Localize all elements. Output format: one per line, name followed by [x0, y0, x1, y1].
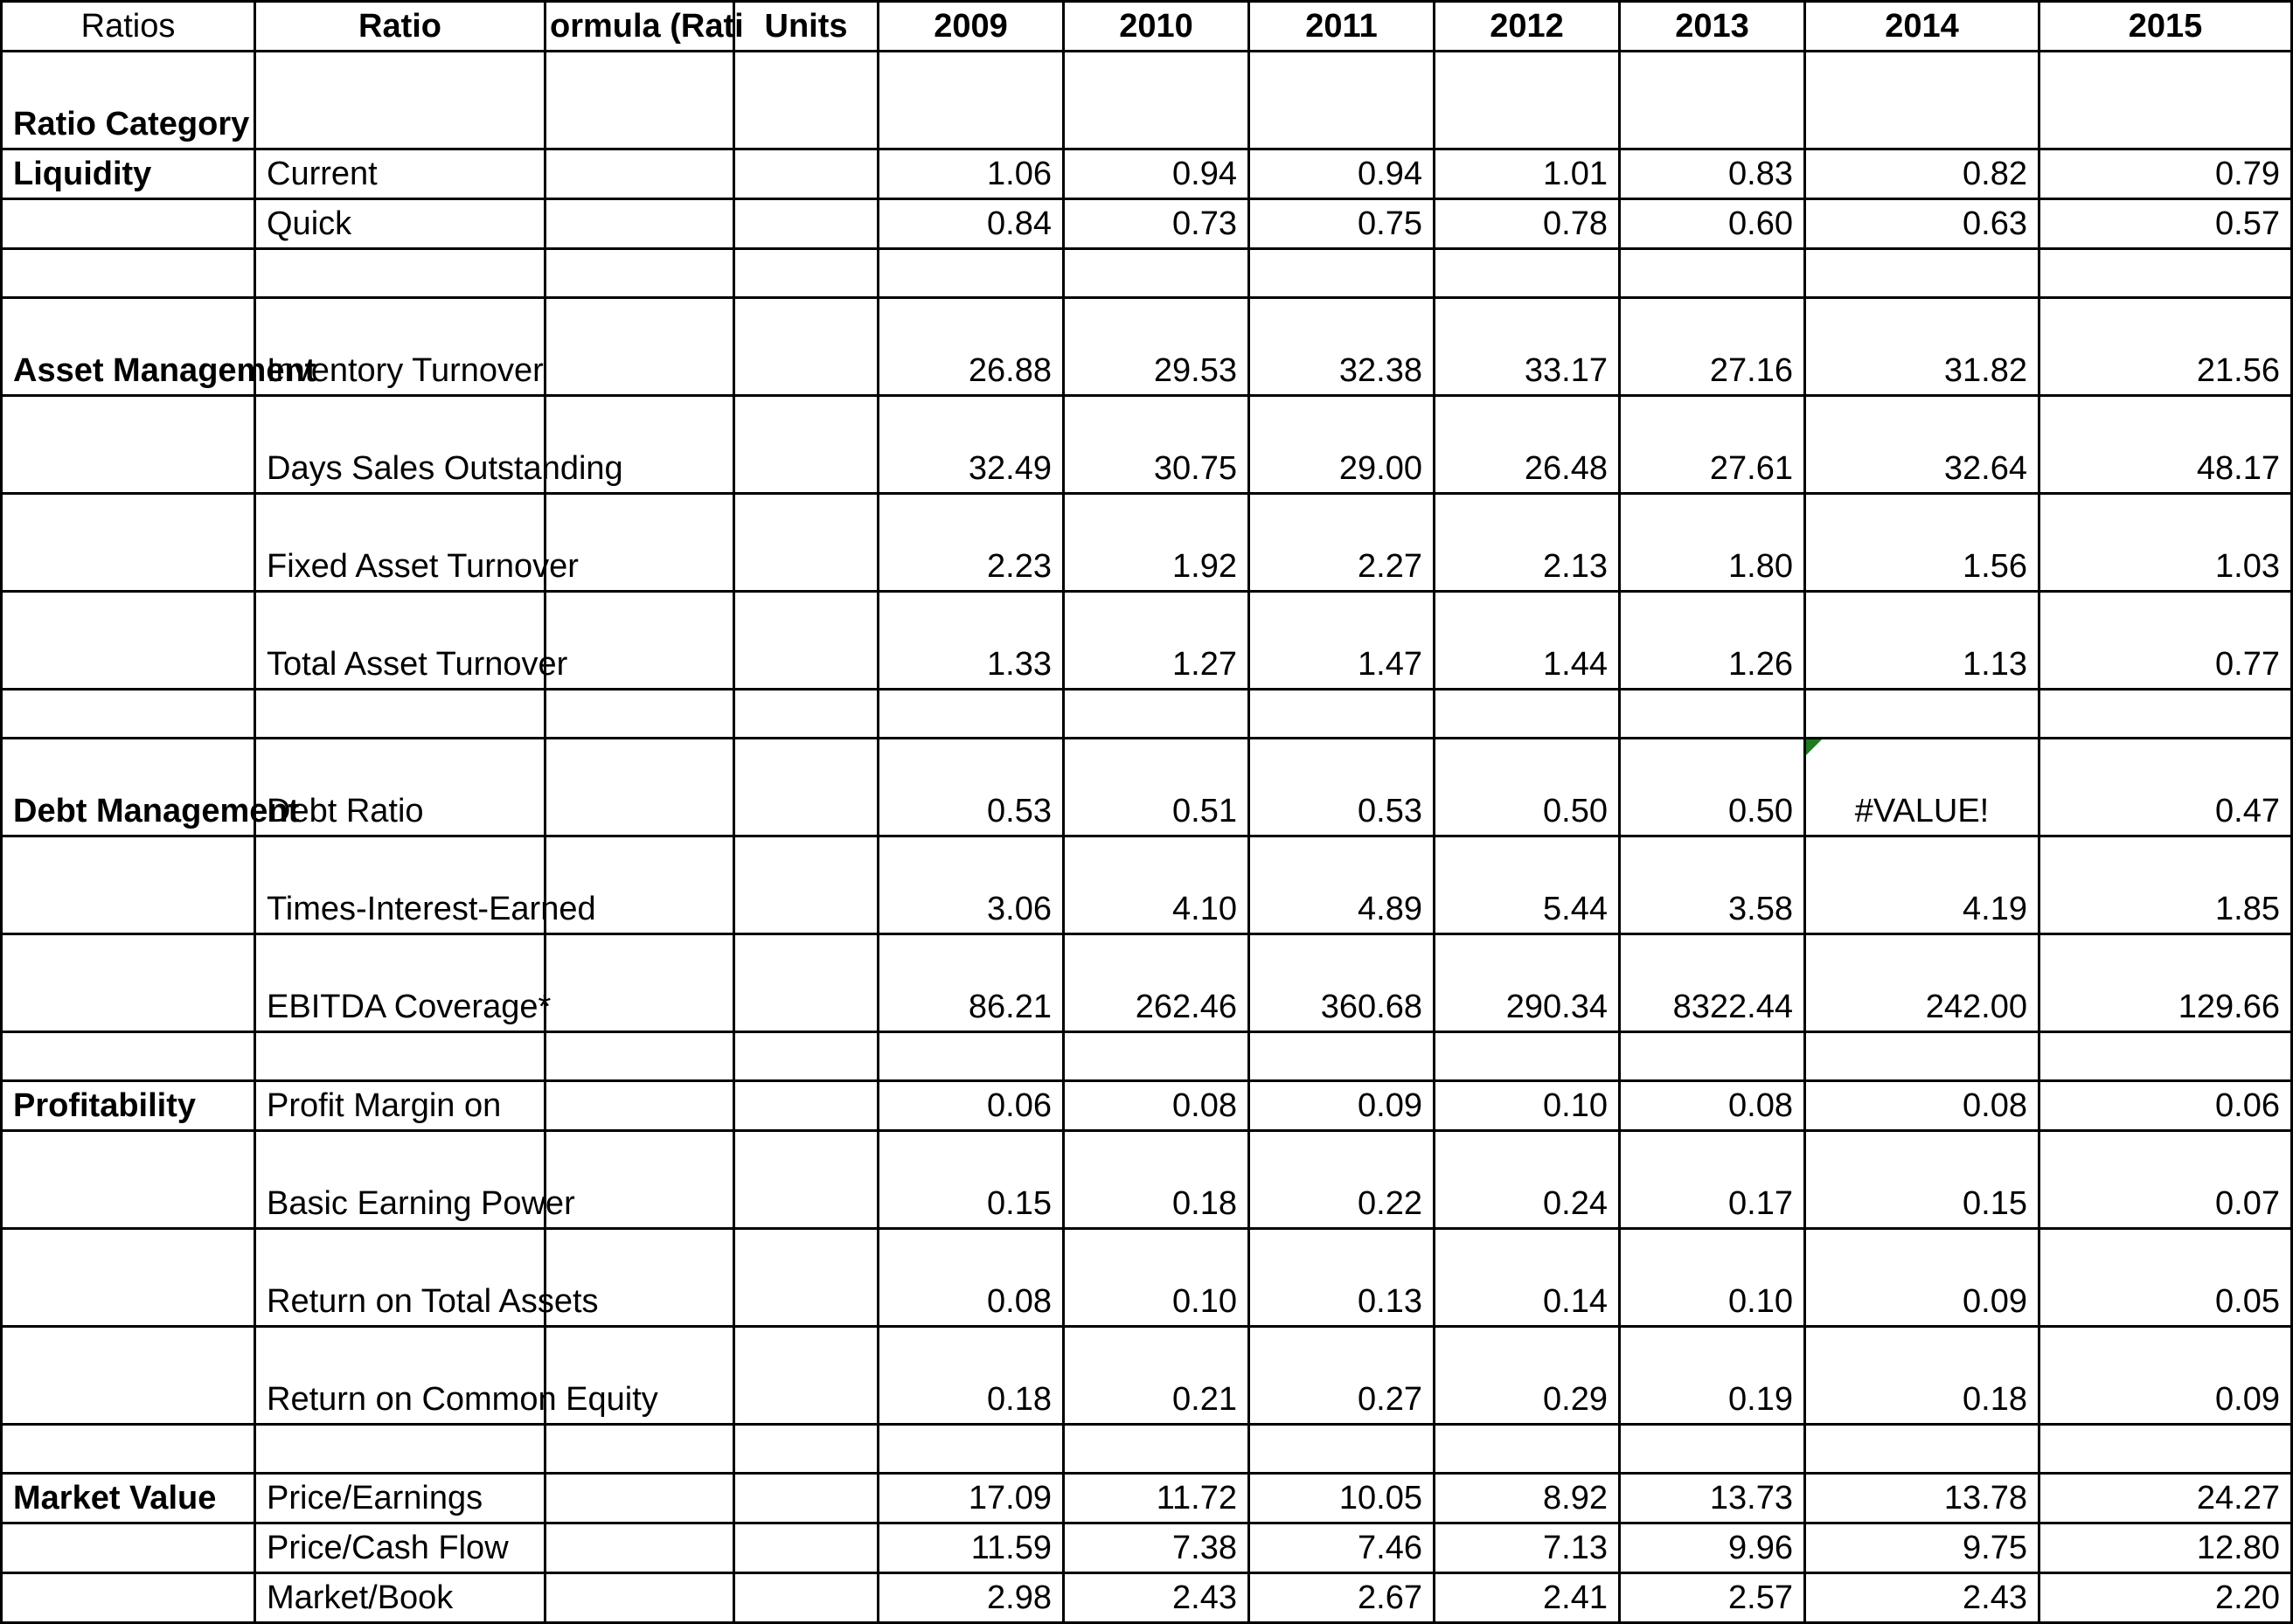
value-cell[interactable]: 26.88	[879, 298, 1064, 396]
value-cell[interactable]: 2.20	[2039, 1573, 2292, 1623]
header-cell-formula[interactable]	[545, 2, 744, 52]
formula-cell[interactable]	[545, 199, 734, 249]
value-cell[interactable]: 9.75	[1805, 1523, 2039, 1573]
ratio-category-cell[interactable]	[2, 396, 255, 494]
value-cell[interactable]: 0.08	[1064, 1081, 1249, 1131]
value-cell[interactable]: 0.09	[1249, 1081, 1435, 1131]
ratio-name-cell[interactable]: Current	[255, 149, 545, 199]
formula-cell[interactable]	[545, 690, 734, 739]
value-cell[interactable]: 0.22	[1249, 1131, 1435, 1229]
empty-cell[interactable]	[1435, 52, 1620, 149]
value-cell[interactable]: 0.15	[879, 1131, 1064, 1229]
value-cell[interactable]: 2.98	[879, 1573, 1064, 1623]
table-row	[2, 1573, 2292, 1623]
table-row	[2, 1131, 2292, 1229]
value-cell[interactable]: 0.75	[1249, 199, 1435, 249]
empty-cell[interactable]	[1620, 52, 1805, 149]
value-cell[interactable]: 12.80	[2039, 1523, 2292, 1573]
value-cell[interactable]: 7.38	[1064, 1523, 1249, 1573]
value-cell[interactable]	[1805, 1032, 2039, 1081]
value-cell[interactable]: 0.53	[879, 739, 1064, 836]
ratio-name-cell[interactable]: EBITDA Coverage*	[255, 934, 545, 1032]
value-cell[interactable]: 0.19	[1620, 1327, 1805, 1425]
value-cell[interactable]: 27.16	[1620, 298, 1805, 396]
ratio-category-cell[interactable]	[2, 1032, 255, 1081]
ratio-name-cell[interactable]: Days Sales Outstanding	[255, 396, 545, 494]
units-cell[interactable]	[734, 1131, 879, 1229]
value-cell[interactable]: 1.85	[2039, 836, 2292, 934]
value-cell[interactable]: 32.64	[1805, 396, 2039, 494]
header-cell-year[interactable]: 2013	[1620, 2, 1805, 52]
units-cell[interactable]	[734, 1474, 879, 1523]
value-cell[interactable]: 2.57	[1620, 1573, 1805, 1623]
empty-cell[interactable]	[1805, 52, 2039, 149]
ratio-category-cell[interactable]	[2, 592, 255, 690]
value-cell[interactable]: 26.48	[1435, 396, 1620, 494]
formula-cell[interactable]	[545, 1081, 734, 1131]
value-cell[interactable]: 0.79	[2039, 149, 2292, 199]
header-cell-year[interactable]: 2010	[1064, 2, 1249, 52]
value-cell[interactable]	[1064, 690, 1249, 739]
ratio-category-cell[interactable]	[2, 1425, 255, 1474]
ratio-category-cell[interactable]: Asset Management	[2, 298, 255, 396]
units-cell[interactable]	[734, 1573, 879, 1623]
formula-cell[interactable]	[545, 1425, 734, 1474]
value-cell[interactable]: 4.19	[1805, 836, 2039, 934]
header-cell-year[interactable]: 2015	[2039, 2, 2292, 52]
value-cell[interactable]: 3.58	[1620, 836, 1805, 934]
units-cell[interactable]	[734, 592, 879, 690]
ratio-category-cell[interactable]: Profitability	[2, 1081, 255, 1131]
value-cell[interactable]	[1620, 1032, 1805, 1081]
units-cell[interactable]	[734, 1523, 879, 1573]
value-cell[interactable]: 0.57	[2039, 199, 2292, 249]
value-cell[interactable]	[879, 690, 1064, 739]
value-cell[interactable]	[879, 249, 1064, 298]
ratio-name-cell[interactable]: Inventory Turnover	[255, 298, 545, 396]
empty-cell[interactable]	[545, 52, 734, 149]
value-cell[interactable]: 0.10	[1620, 1229, 1805, 1327]
value-cell[interactable]: 2.23	[879, 494, 1064, 592]
value-cell[interactable]: 1.92	[1064, 494, 1249, 592]
ratio-name-cell[interactable]: Debt Ratio	[255, 739, 545, 836]
units-cell[interactable]	[734, 199, 879, 249]
value-cell[interactable]: 0.73	[1064, 199, 1249, 249]
value-cell[interactable]: 0.15	[1805, 1131, 2039, 1229]
value-cell[interactable]: 0.05	[2039, 1229, 2292, 1327]
empty-cell[interactable]	[1064, 52, 1249, 149]
value-cell[interactable]	[1620, 690, 1805, 739]
value-cell[interactable]: 262.46	[1064, 934, 1249, 1032]
value-cell[interactable]: 8.92	[1435, 1474, 1620, 1523]
formula-cell[interactable]	[545, 739, 734, 836]
value-cell[interactable]: 5.44	[1435, 836, 1620, 934]
value-cell[interactable]: 13.78	[1805, 1474, 2039, 1523]
ratio-category-cell[interactable]	[2, 1131, 255, 1229]
value-cell[interactable]	[879, 1425, 1064, 1474]
table-row	[2, 1425, 2292, 1474]
value-cell[interactable]	[1435, 690, 1620, 739]
value-cell[interactable]: 1.27	[1064, 592, 1249, 690]
header-cell-ratios[interactable]: Ratios	[2, 2, 255, 52]
formula-cell[interactable]	[545, 1573, 734, 1623]
table-row	[2, 739, 2292, 836]
value-cell[interactable]: 0.08	[1620, 1081, 1805, 1131]
ratio-category-cell[interactable]	[2, 1327, 255, 1425]
value-cell[interactable]: 0.51	[1064, 739, 1249, 836]
ratios-body	[2, 149, 2292, 1623]
table-row	[2, 836, 2292, 934]
ratio-name-cell[interactable]: Return on Total Assets	[255, 1229, 545, 1327]
table-row	[2, 1081, 2292, 1131]
table-row	[2, 592, 2292, 690]
value-cell[interactable]: 0.94	[1249, 149, 1435, 199]
ratio-name-cell[interactable]: Profit Margin on	[255, 1081, 545, 1131]
value-cell[interactable]: 1.01	[1435, 149, 1620, 199]
value-cell[interactable]: 0.29	[1435, 1327, 1620, 1425]
header-cell-units[interactable]: Units	[734, 2, 879, 52]
value-cell[interactable]	[879, 1032, 1064, 1081]
value-cell[interactable]	[2039, 690, 2292, 739]
value-cell[interactable]: 0.82	[1805, 149, 2039, 199]
header-cell-year[interactable]: 2009	[879, 2, 1064, 52]
value-cell[interactable]	[1435, 1032, 1620, 1081]
table-row	[2, 1229, 2292, 1327]
value-cell[interactable]: 0.10	[1064, 1229, 1249, 1327]
value-cell[interactable]: 0.50	[1435, 739, 1620, 836]
units-cell[interactable]	[734, 396, 879, 494]
value-cell[interactable]: 0.08	[1805, 1081, 2039, 1131]
ratio-category-cell[interactable]	[2, 199, 255, 249]
value-cell[interactable]: 0.50	[1620, 739, 1805, 836]
formula-cell[interactable]	[545, 934, 734, 1032]
value-cell[interactable]: 2.13	[1435, 494, 1620, 592]
units-cell[interactable]	[734, 1425, 879, 1474]
formula-cell[interactable]	[545, 1474, 734, 1523]
header-cell-ratio[interactable]: Ratio	[255, 2, 545, 52]
value-cell[interactable]: 0.24	[1435, 1131, 1620, 1229]
empty-cell[interactable]	[2039, 52, 2292, 149]
ratio-name-cell[interactable]: Price/Earnings	[255, 1474, 545, 1523]
value-cell[interactable]	[1620, 249, 1805, 298]
ratio-name-cell[interactable]	[255, 249, 545, 298]
ratio-name-cell[interactable]	[255, 1032, 545, 1081]
value-cell[interactable]	[1064, 1032, 1249, 1081]
value-cell[interactable]: 0.07	[2039, 1131, 2292, 1229]
value-cell[interactable]: 129.66	[2039, 934, 2292, 1032]
value-cell[interactable]: 360.68	[1249, 934, 1435, 1032]
value-cell[interactable]: 0.08	[879, 1229, 1064, 1327]
ratio-name-cell[interactable]	[255, 690, 545, 739]
value-cell[interactable]: 0.14	[1435, 1229, 1620, 1327]
value-cell[interactable]: 0.18	[1805, 1327, 2039, 1425]
value-cell[interactable]: 0.77	[2039, 592, 2292, 690]
ratio-name-cell[interactable]: Price/Cash Flow	[255, 1523, 545, 1573]
ratio-category-cell[interactable]	[2, 690, 255, 739]
table-row	[2, 1523, 2292, 1573]
units-cell[interactable]	[734, 934, 879, 1032]
error-value-cell[interactable]	[1805, 739, 2039, 836]
value-cell[interactable]: 10.05	[1249, 1474, 1435, 1523]
value-cell[interactable]	[1435, 1425, 1620, 1474]
value-cell[interactable]: 29.53	[1064, 298, 1249, 396]
empty-cell[interactable]	[1249, 52, 1435, 149]
value-cell[interactable]	[1805, 249, 2039, 298]
subheader-row	[2, 52, 2292, 149]
ratio-name-cell[interactable]: Market/Book	[255, 1573, 545, 1623]
units-cell[interactable]	[734, 836, 879, 934]
ratio-name-cell[interactable]	[255, 1425, 545, 1474]
value-cell[interactable]: 0.94	[1064, 149, 1249, 199]
table-row	[2, 199, 2292, 249]
table-row	[2, 249, 2292, 298]
formula-cell[interactable]	[545, 1032, 734, 1081]
value-cell[interactable]: 7.13	[1435, 1523, 1620, 1573]
value-cell[interactable]: 13.73	[1620, 1474, 1805, 1523]
value-cell[interactable]: 2.27	[1249, 494, 1435, 592]
value-cell[interactable]: 32.38	[1249, 298, 1435, 396]
value-cell[interactable]: 0.09	[1805, 1229, 2039, 1327]
value-cell[interactable]	[1249, 1032, 1435, 1081]
value-cell[interactable]	[1249, 249, 1435, 298]
value-cell[interactable]: 86.21	[879, 934, 1064, 1032]
value-cell[interactable]: 8322.44	[1620, 934, 1805, 1032]
value-cell[interactable]: 2.67	[1249, 1573, 1435, 1623]
ratio-category-cell[interactable]	[2, 1573, 255, 1623]
formula-cell[interactable]	[545, 298, 734, 396]
units-cell[interactable]	[734, 249, 879, 298]
formula-cell[interactable]	[545, 1523, 734, 1573]
empty-cell[interactable]	[879, 52, 1064, 149]
value-cell[interactable]: 3.06	[879, 836, 1064, 934]
value-cell[interactable]: 29.00	[1249, 396, 1435, 494]
value-cell[interactable]: 11.72	[1064, 1474, 1249, 1523]
value-cell[interactable]: 0.18	[879, 1327, 1064, 1425]
empty-cell[interactable]	[255, 52, 545, 149]
ratio-name-cell[interactable]: Fixed Asset Turnover	[255, 494, 545, 592]
value-cell[interactable]	[1805, 690, 2039, 739]
value-cell[interactable]: 0.83	[1620, 149, 1805, 199]
units-cell[interactable]	[734, 1327, 879, 1425]
value-cell[interactable]: 0.17	[1620, 1131, 1805, 1229]
value-cell[interactable]: 0.60	[1620, 199, 1805, 249]
units-cell[interactable]	[734, 298, 879, 396]
value-cell[interactable]: 242.00	[1805, 934, 2039, 1032]
empty-cell[interactable]	[734, 52, 879, 149]
table-row	[2, 1327, 2292, 1425]
error-value-text: #VALUE!	[1854, 793, 1990, 829]
table-row	[2, 934, 2292, 1032]
formula-cell[interactable]	[545, 249, 734, 298]
value-cell[interactable]: 1.06	[879, 149, 1064, 199]
table-row	[2, 494, 2292, 592]
value-cell[interactable]: 0.06	[2039, 1081, 2292, 1131]
header-row	[2, 2, 2292, 52]
value-cell[interactable]: 0.63	[1805, 199, 2039, 249]
table-row	[2, 396, 2292, 494]
units-cell[interactable]	[734, 149, 879, 199]
header-cell-year[interactable]: 2012	[1435, 2, 1620, 52]
value-cell[interactable]	[1249, 1425, 1435, 1474]
ratio-category-cell[interactable]	[2, 934, 255, 1032]
value-cell[interactable]: 290.34	[1435, 934, 1620, 1032]
ratio-name-cell[interactable]: Times-Interest-Earned	[255, 836, 545, 934]
value-cell[interactable]: 31.82	[1805, 298, 2039, 396]
value-cell[interactable]: 0.47	[2039, 739, 2292, 836]
table-row	[2, 1474, 2292, 1523]
value-cell[interactable]	[2039, 1032, 2292, 1081]
ratio-category-header[interactable]: Ratio Category	[2, 52, 255, 149]
value-cell[interactable]	[1064, 249, 1249, 298]
table-row	[2, 298, 2292, 396]
value-cell[interactable]: 4.89	[1249, 836, 1435, 934]
value-cell[interactable]: 0.09	[2039, 1327, 2292, 1425]
value-cell[interactable]: 0.21	[1064, 1327, 1249, 1425]
units-cell[interactable]	[734, 690, 879, 739]
value-cell[interactable]: 0.13	[1249, 1229, 1435, 1327]
ratio-category-cell[interactable]	[2, 836, 255, 934]
value-cell[interactable]: 7.46	[1249, 1523, 1435, 1573]
value-cell[interactable]: 2.43	[1805, 1573, 2039, 1623]
value-cell[interactable]: 1.03	[2039, 494, 2292, 592]
ratio-category-cell[interactable]	[2, 1523, 255, 1573]
ratio-category-cell[interactable]: Market Value	[2, 1474, 255, 1523]
units-cell[interactable]	[734, 1081, 879, 1131]
error-indicator-icon	[1806, 739, 1822, 755]
value-cell[interactable]: 1.44	[1435, 592, 1620, 690]
value-cell[interactable]: 32.49	[879, 396, 1064, 494]
formula-cell[interactable]	[545, 592, 734, 690]
value-cell[interactable]: 17.09	[879, 1474, 1064, 1523]
value-cell[interactable]: 0.27	[1249, 1327, 1435, 1425]
value-cell[interactable]: 21.56	[2039, 298, 2292, 396]
value-cell[interactable]	[1435, 249, 1620, 298]
table-row	[2, 1032, 2292, 1081]
value-cell[interactable]: 30.75	[1064, 396, 1249, 494]
units-cell[interactable]	[734, 1032, 879, 1081]
value-cell[interactable]	[2039, 1425, 2292, 1474]
value-cell[interactable]: 24.27	[2039, 1474, 2292, 1523]
units-cell[interactable]	[734, 739, 879, 836]
ratio-category-cell[interactable]: Liquidity	[2, 149, 255, 199]
value-cell[interactable]: 9.96	[1620, 1523, 1805, 1573]
value-cell[interactable]: 27.61	[1620, 396, 1805, 494]
value-cell[interactable]: 48.17	[2039, 396, 2292, 494]
value-cell[interactable]: 1.47	[1249, 592, 1435, 690]
value-cell[interactable]: 4.10	[1064, 836, 1249, 934]
ratio-name-cell[interactable]: Return on Common Equity	[255, 1327, 545, 1425]
table-row	[2, 149, 2292, 199]
value-cell[interactable]: 1.26	[1620, 592, 1805, 690]
value-cell[interactable]: 0.18	[1064, 1131, 1249, 1229]
ratio-category-cell[interactable]	[2, 249, 255, 298]
value-cell[interactable]: 2.41	[1435, 1573, 1620, 1623]
value-cell[interactable]	[1620, 1425, 1805, 1474]
header-formula-text: ormula (Rati	[550, 8, 744, 45]
value-cell[interactable]: 0.84	[879, 199, 1064, 249]
ratio-category-cell[interactable]	[2, 1229, 255, 1327]
units-cell[interactable]	[734, 1229, 879, 1327]
table-row	[2, 690, 2292, 739]
formula-cell[interactable]	[545, 149, 734, 199]
value-cell[interactable]: 0.10	[1435, 1081, 1620, 1131]
value-cell[interactable]: 33.17	[1435, 298, 1620, 396]
value-cell[interactable]: 11.59	[879, 1523, 1064, 1573]
value-cell[interactable]: 1.56	[1805, 494, 2039, 592]
value-cell[interactable]	[1064, 1425, 1249, 1474]
value-cell[interactable]	[1249, 690, 1435, 739]
value-cell[interactable]: 0.53	[1249, 739, 1435, 836]
header-cell-year[interactable]: 2011	[1249, 2, 1435, 52]
units-cell[interactable]	[734, 494, 879, 592]
ratio-category-cell[interactable]	[2, 494, 255, 592]
ratio-name-cell[interactable]: Total Asset Turnover	[255, 592, 545, 690]
value-cell[interactable]: 0.06	[879, 1081, 1064, 1131]
ratio-category-cell[interactable]: Debt Management	[2, 739, 255, 836]
value-cell[interactable]: 1.80	[1620, 494, 1805, 592]
value-cell[interactable]: 1.13	[1805, 592, 2039, 690]
value-cell[interactable]: 2.43	[1064, 1573, 1249, 1623]
value-cell[interactable]: 1.33	[879, 592, 1064, 690]
value-cell[interactable]	[1805, 1425, 2039, 1474]
value-cell[interactable]	[2039, 249, 2292, 298]
ratio-name-cell[interactable]: Quick	[255, 199, 545, 249]
header-cell-year[interactable]: 2014	[1805, 2, 2039, 52]
value-cell[interactable]: 0.78	[1435, 199, 1620, 249]
ratio-name-cell[interactable]: Basic Earning Power	[255, 1131, 545, 1229]
